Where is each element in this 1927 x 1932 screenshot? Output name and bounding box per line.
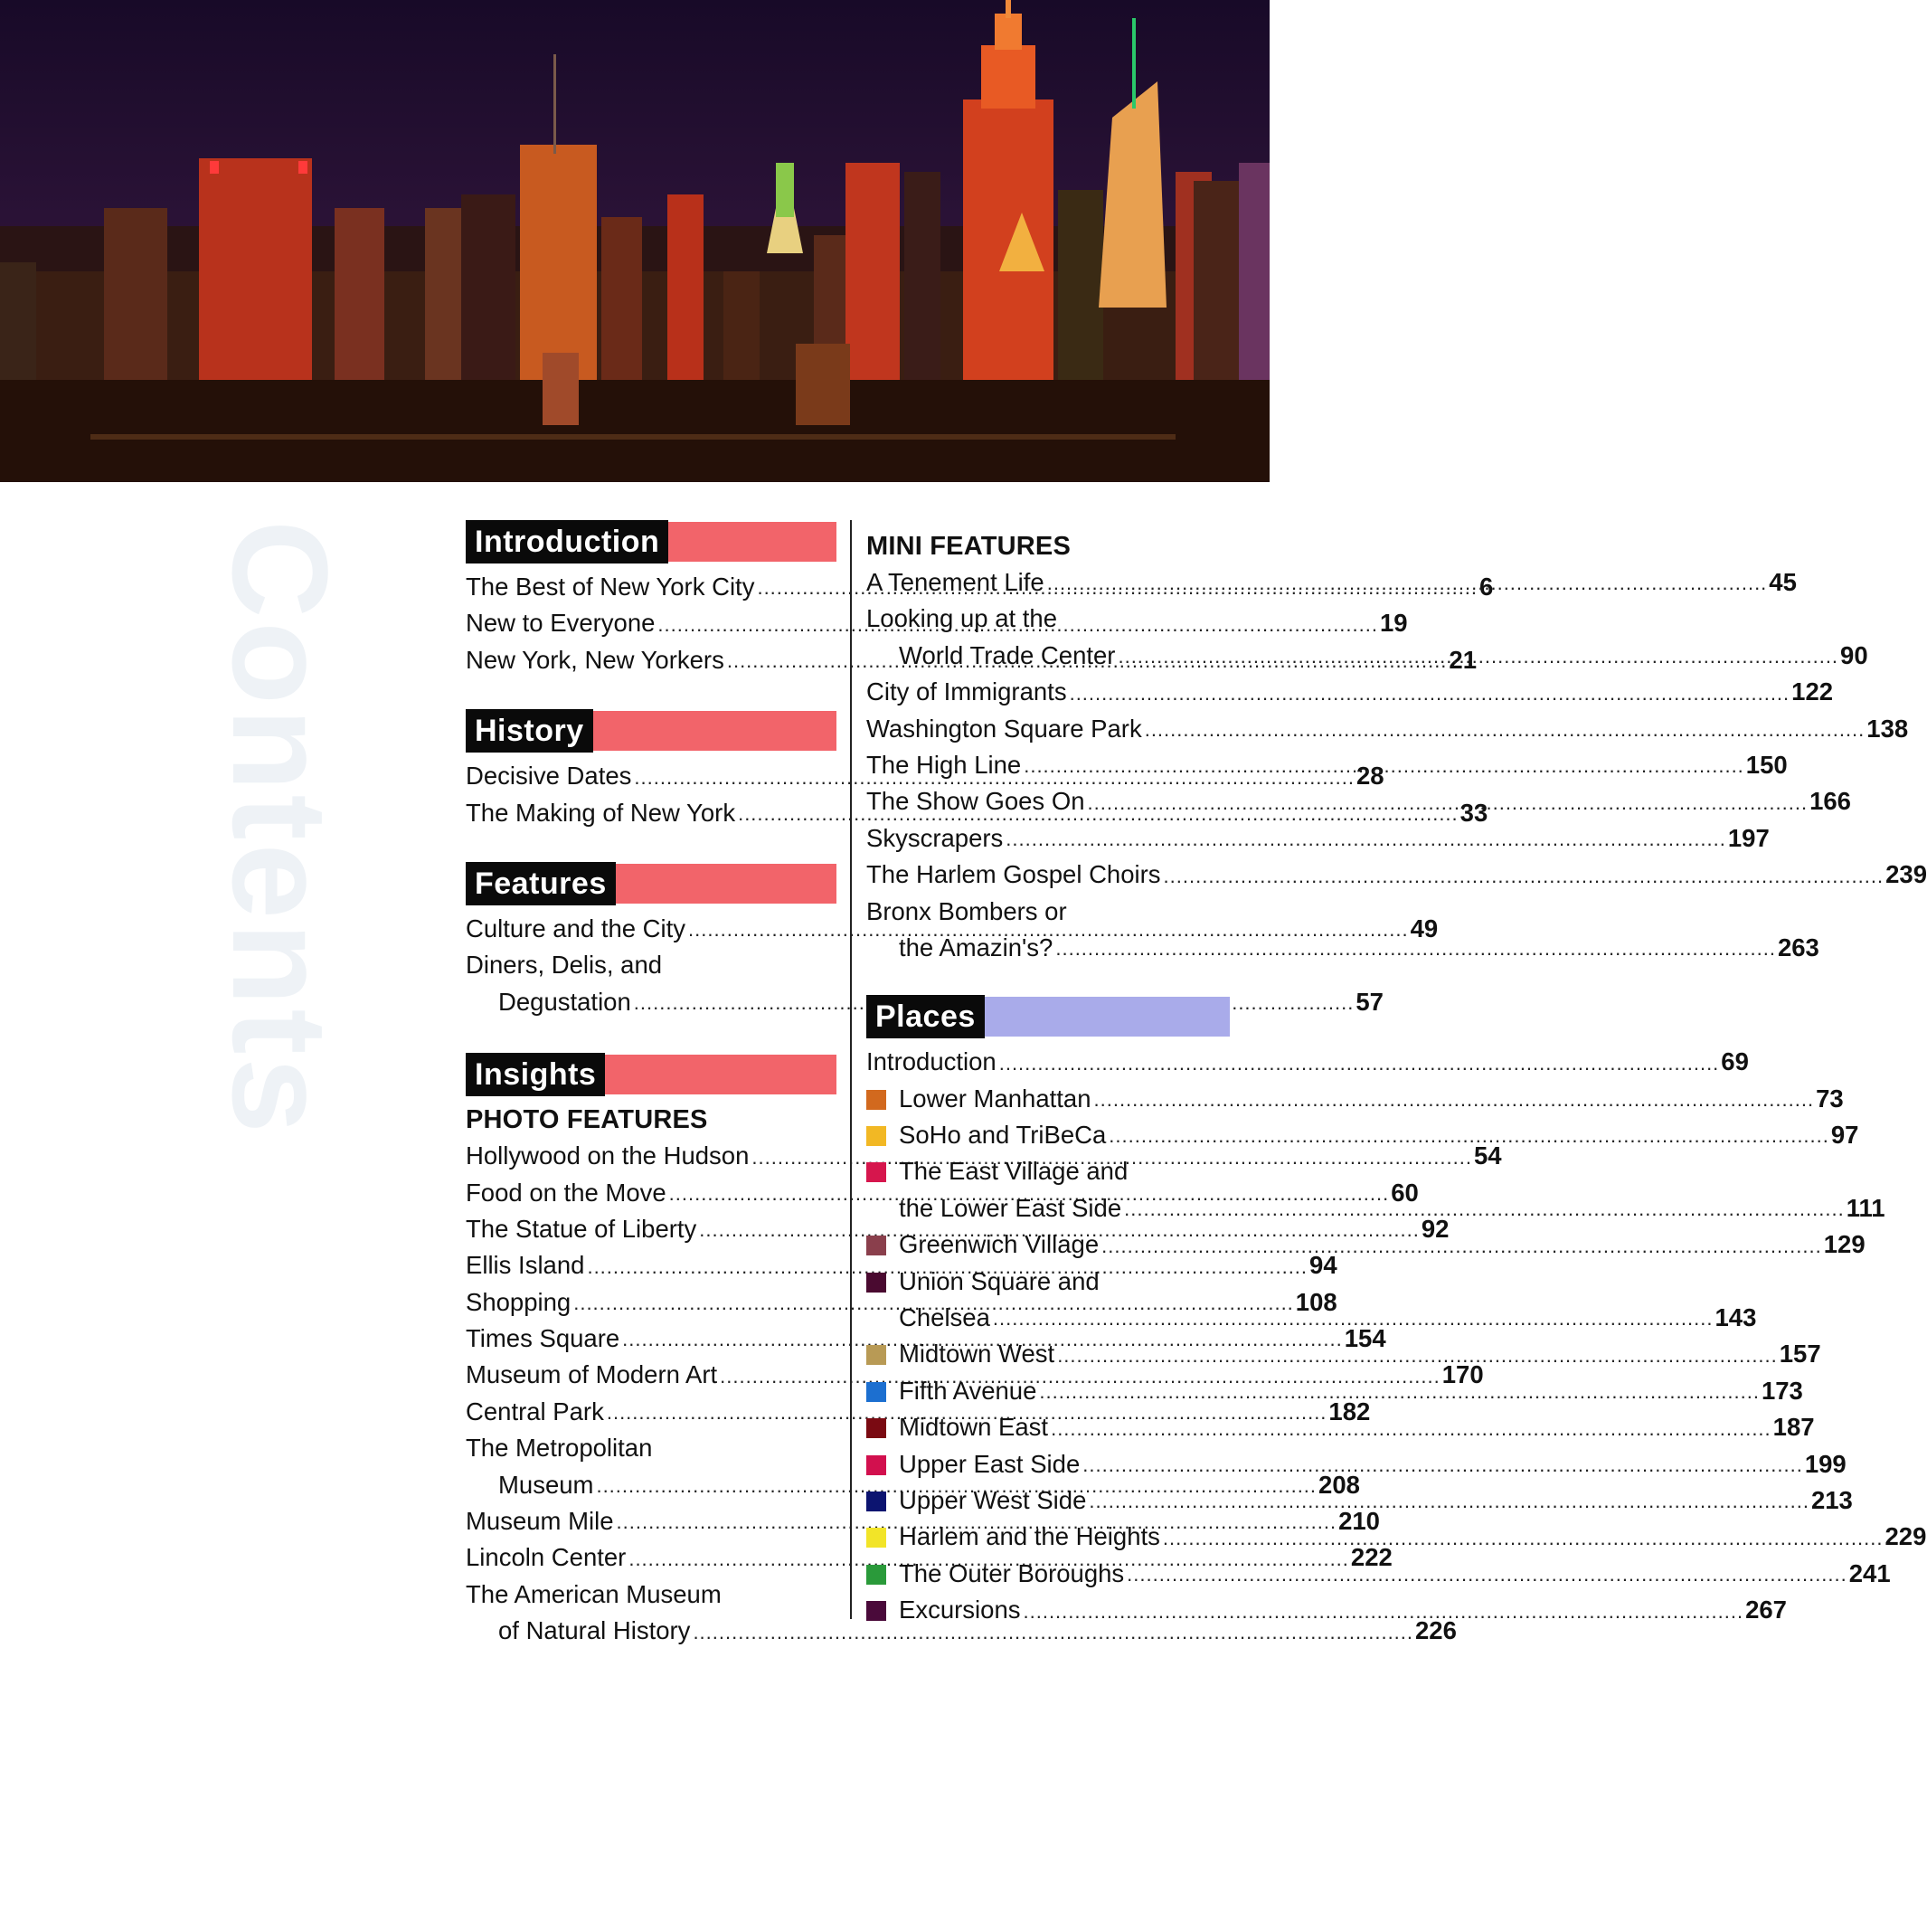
entry-page: 108 (1295, 1287, 1337, 1316)
entry-page: 28 (1356, 762, 1384, 791)
region-color-swatch (866, 1345, 886, 1365)
entry-page: 213 (1810, 1485, 1853, 1514)
entry-page: 226 (1415, 1616, 1457, 1645)
entry-page: 263 (1777, 933, 1819, 961)
entry-page: 60 (1391, 1178, 1419, 1207)
mini-features-heading: MINI FEATURES (866, 532, 1072, 561)
entry-page: 138 (1866, 714, 1909, 743)
place-entry-first-line[interactable] (866, 1153, 1230, 1189)
region-color-swatch (866, 1492, 886, 1511)
entry-title: Degustation (498, 987, 631, 1016)
section-title: Features (466, 862, 616, 905)
entry-page: 49 (1410, 914, 1439, 942)
entry-title: Museum (498, 1470, 594, 1499)
entry-title: Decisive Dates (466, 762, 632, 791)
entry-page: 19 (1379, 609, 1408, 638)
section-title: Places (866, 995, 985, 1038)
entry-page: 111 (1846, 1193, 1885, 1222)
entry-title: The Harlem Gospel Choirs (866, 860, 1161, 889)
entry-title: Union Square and (899, 1266, 1100, 1295)
section-header-history (466, 709, 836, 753)
entry-title: Bronx Bombers or (866, 896, 1067, 925)
region-color-swatch (866, 1565, 886, 1585)
entry-title: City of Immigrants (866, 677, 1067, 706)
entry-title: Museum of Modern Art (466, 1360, 718, 1389)
entry-title: The East Village and (899, 1157, 1129, 1186)
entry-page: 199 (1804, 1449, 1847, 1478)
entry-page: 170 (1441, 1360, 1484, 1389)
entry-title: SoHo and TriBeCa (899, 1121, 1107, 1150)
entry-title: Central Park (466, 1397, 604, 1425)
entry-title: The Making of New York (466, 798, 736, 827)
entry-page: 33 (1459, 798, 1488, 827)
entry-title: Lower Manhattan (899, 1084, 1091, 1113)
entry-page: 129 (1823, 1230, 1866, 1259)
entry-title: Times Square (466, 1324, 620, 1353)
entry-title: Midtown East (899, 1413, 1049, 1442)
entry-page: 150 (1745, 750, 1788, 779)
entry-page: 97 (1830, 1121, 1859, 1150)
section-header-places (866, 995, 1230, 1038)
entry-page: 187 (1772, 1413, 1815, 1442)
entry-page: 222 (1350, 1543, 1393, 1572)
region-color-swatch (866, 1236, 886, 1255)
entry-page: 21 (1449, 645, 1478, 674)
place-entry-first-line[interactable] (866, 1264, 1230, 1300)
entry-page: 54 (1473, 1141, 1502, 1170)
entry-page: 122 (1791, 677, 1834, 706)
entry-title: the Amazin's? (899, 933, 1053, 961)
entry-page: 241 (1848, 1558, 1891, 1587)
region-color-swatch (866, 1162, 886, 1182)
entry-title: Lincoln Center (466, 1543, 627, 1572)
entry-title: Museum Mile (466, 1507, 614, 1536)
region-color-swatch (866, 1126, 886, 1146)
entry-page: 173 (1761, 1376, 1803, 1405)
entry-title: of Natural History (498, 1616, 691, 1645)
entry-title: Greenwich Village (899, 1230, 1100, 1259)
entry-title: The Show Goes On (866, 787, 1085, 816)
entry-title: Harlem and the Heights (899, 1522, 1160, 1551)
entry-title: Food on the Move (466, 1178, 666, 1207)
entry-title: Washington Square Park (866, 714, 1142, 743)
toc-entry-first-line[interactable] (466, 1577, 836, 1613)
toc-entry-continuation[interactable] (466, 1613, 1457, 1649)
entry-title: Culture and the City (466, 914, 686, 942)
toc-entry-first-line[interactable] (866, 601, 1230, 637)
place-entry[interactable] (866, 1446, 1847, 1482)
entry-title: the Lower East Side (899, 1193, 1122, 1222)
entry-page: 182 (1328, 1397, 1371, 1425)
section-title: Insights (466, 1053, 605, 1096)
entry-title: Looking up at the (866, 604, 1058, 633)
entry-page: 267 (1745, 1596, 1787, 1624)
entry-title: The Outer Boroughs (899, 1558, 1125, 1587)
entry-title: Introduction (866, 1047, 997, 1076)
region-color-swatch (866, 1418, 886, 1438)
entry-title: The Best of New York City (466, 572, 755, 601)
entry-title: The Metropolitan (466, 1434, 653, 1463)
toc-entry[interactable] (866, 857, 1927, 893)
toc-entry[interactable] (866, 674, 1834, 710)
entry-title: Diners, Delis, and (466, 951, 663, 980)
entry-page: 92 (1421, 1214, 1450, 1243)
entry-title: Upper East Side (899, 1449, 1081, 1478)
entry-title: Fifth Avenue (899, 1376, 1037, 1405)
toc-entry[interactable] (866, 711, 1909, 747)
entry-page: 73 (1816, 1084, 1844, 1113)
place-entry[interactable] (866, 1081, 1844, 1117)
contents-vertical-title: Contents (204, 520, 356, 1137)
entry-title: The High Line (866, 750, 1022, 779)
entry-page: 154 (1344, 1324, 1386, 1353)
toc-entry-first-line[interactable] (866, 894, 1230, 930)
entry-page: 57 (1356, 987, 1384, 1016)
entry-page: 45 (1769, 567, 1797, 596)
entry-title: New York, New Yorkers (466, 645, 724, 674)
photo-features-subheading: PHOTO FEATURES (466, 1105, 708, 1135)
entry-page: 239 (1885, 860, 1927, 889)
toc-entry-continuation[interactable] (866, 930, 1819, 966)
place-entry[interactable] (866, 1592, 1787, 1628)
entry-page: 157 (1779, 1340, 1821, 1368)
toc-entry[interactable] (866, 820, 1770, 857)
entry-page: 6 (1479, 572, 1494, 601)
entry-title: The Statue of Liberty (466, 1214, 697, 1243)
section-header-insights (466, 1053, 836, 1096)
entry-title: A Tenement Life (866, 567, 1044, 596)
column-divider (850, 520, 852, 1619)
section-header-features (466, 862, 836, 905)
entry-title: Hollywood on the Hudson (466, 1141, 750, 1170)
region-color-swatch (866, 1601, 886, 1621)
entry-title: Chelsea (899, 1303, 990, 1332)
entry-page: 208 (1318, 1470, 1360, 1499)
entry-title: World Trade Center (899, 640, 1116, 669)
toc-entry-first-line[interactable] (466, 947, 836, 983)
entry-title: Ellis Island (466, 1251, 585, 1280)
entry-page: 90 (1840, 640, 1868, 669)
toc-entry-first-line[interactable] (466, 1430, 836, 1466)
entry-page: 69 (1721, 1047, 1749, 1076)
entry-page: 94 (1309, 1251, 1337, 1280)
entry-title: Excursions (899, 1596, 1021, 1624)
entry-page: 166 (1809, 787, 1851, 816)
entry-page: 197 (1727, 823, 1770, 852)
toc-entry[interactable] (866, 1044, 1749, 1080)
entry-title: Skyscrapers (866, 823, 1004, 852)
section-header-introduction (466, 520, 836, 564)
entry-title: Upper West Side (899, 1485, 1087, 1514)
entry-title: The American Museum (466, 1579, 722, 1608)
skyline-photo (0, 0, 1270, 482)
entry-page: 143 (1714, 1303, 1757, 1332)
region-color-swatch (866, 1273, 886, 1293)
toc-entry[interactable] (866, 564, 1797, 601)
section-title: History (466, 709, 593, 753)
region-color-swatch (866, 1528, 886, 1548)
region-color-swatch (866, 1090, 886, 1110)
region-color-swatch (866, 1455, 886, 1475)
entry-title: New to Everyone (466, 609, 656, 638)
entry-page: 210 (1338, 1507, 1380, 1536)
section-title: Introduction (466, 520, 668, 564)
region-color-swatch (866, 1382, 886, 1402)
entry-title: Shopping (466, 1287, 571, 1316)
entry-page: 229 (1884, 1522, 1927, 1551)
entry-title: Midtown West (899, 1340, 1055, 1368)
place-entry[interactable] (866, 1117, 1859, 1153)
